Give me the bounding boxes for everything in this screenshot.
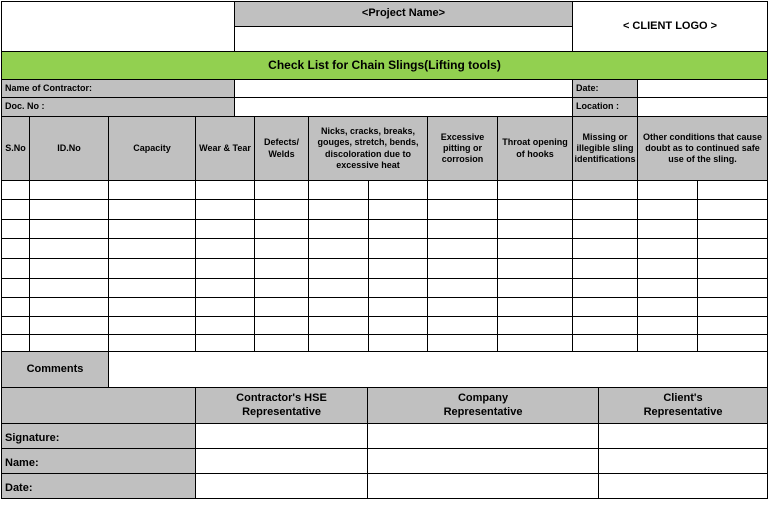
grid-cell[interactable] — [697, 316, 768, 335]
contractor-name-field[interactable] — [195, 448, 368, 474]
grid-cell[interactable] — [195, 297, 255, 317]
signoff-header-company: Company Representative — [367, 387, 599, 424]
grid-cell[interactable] — [697, 238, 768, 259]
grid-cell[interactable] — [1, 180, 30, 200]
grid-cell[interactable] — [308, 219, 369, 239]
grid-cell[interactable] — [368, 278, 428, 298]
col-header-capacity: Capacity — [108, 116, 196, 181]
grid-cell[interactable] — [572, 219, 638, 239]
grid-cell[interactable] — [637, 278, 698, 298]
grid-cell[interactable] — [29, 238, 109, 259]
grid-cell[interactable] — [254, 297, 309, 317]
blank-header-cell — [1, 1, 235, 52]
contractor-date-field[interactable] — [195, 473, 368, 499]
grid-cell[interactable] — [308, 258, 369, 279]
grid-cell[interactable] — [572, 199, 638, 220]
grid-cell[interactable] — [254, 316, 309, 335]
contractor-field[interactable] — [234, 79, 573, 98]
grid-cell[interactable] — [368, 297, 428, 317]
grid-cell[interactable] — [427, 316, 498, 335]
grid-cell[interactable] — [637, 219, 698, 239]
grid-cell[interactable] — [572, 297, 638, 317]
contractor-signature-field[interactable] — [195, 423, 368, 449]
grid-cell[interactable] — [637, 316, 698, 335]
grid-cell[interactable] — [308, 180, 369, 200]
col-header-wear: Wear & Tear — [195, 116, 255, 181]
client-logo: < CLIENT LOGO > — [572, 1, 768, 52]
signoff-header-client: Client's Representative — [598, 387, 768, 424]
signoff-header-contractor: Contractor's HSE Representative — [195, 387, 368, 424]
grid-cell[interactable] — [427, 219, 498, 239]
grid-cell[interactable] — [697, 219, 768, 239]
grid-cell[interactable] — [29, 199, 109, 220]
grid-cell[interactable] — [108, 199, 196, 220]
col-header-pitting: Excessive pitting or corrosion — [427, 116, 498, 181]
grid-cell[interactable] — [108, 316, 196, 335]
grid-cell[interactable] — [254, 238, 309, 259]
grid-cell[interactable] — [1, 238, 30, 259]
grid-cell[interactable] — [1, 219, 30, 239]
grid-cell[interactable] — [29, 297, 109, 317]
grid-cell[interactable] — [497, 278, 573, 298]
col-header-missing: Missing or illegible sling identifications — [572, 116, 638, 181]
grid-cell[interactable] — [497, 180, 573, 200]
comments-label: Comments — [1, 351, 109, 388]
grid-cell[interactable] — [427, 278, 498, 298]
grid-cell[interactable] — [572, 258, 638, 279]
company-name-field[interactable] — [367, 448, 599, 474]
date-label: Date: — [572, 79, 638, 98]
grid-cell[interactable] — [108, 278, 196, 298]
grid-cell[interactable] — [195, 199, 255, 220]
grid-cell[interactable] — [308, 316, 369, 335]
col-header-throat: Throat opening of hooks — [497, 116, 573, 181]
grid-cell[interactable] — [368, 258, 428, 279]
grid-cell[interactable] — [1, 316, 30, 335]
grid-cell[interactable] — [195, 219, 255, 239]
grid-cell[interactable] — [637, 297, 698, 317]
grid-cell[interactable] — [254, 219, 309, 239]
company-signature-field[interactable] — [367, 423, 599, 449]
grid-cell[interactable] — [195, 258, 255, 279]
grid-cell[interactable] — [195, 180, 255, 200]
signature-label: Signature: — [1, 423, 196, 449]
col-header-defects: Defects/ Welds — [254, 116, 309, 181]
location-label: Location : — [572, 97, 638, 117]
grid-cell[interactable] — [368, 180, 428, 200]
grid-cell[interactable] — [697, 199, 768, 220]
signoff-corner — [1, 387, 196, 424]
doc-no-field[interactable] — [234, 97, 573, 117]
grid-cell[interactable] — [427, 238, 498, 259]
grid-cell[interactable] — [29, 180, 109, 200]
grid-cell[interactable] — [697, 297, 768, 317]
grid-cell[interactable] — [1, 278, 30, 298]
grid-cell[interactable] — [368, 219, 428, 239]
comments-field[interactable] — [108, 351, 768, 388]
grid-cell[interactable] — [108, 238, 196, 259]
grid-cell[interactable] — [427, 199, 498, 220]
col-header-other: Other conditions that cause doubt as to continued safe use of the sling. — [637, 116, 768, 181]
location-field[interactable] — [637, 97, 768, 117]
grid-cell[interactable] — [572, 180, 638, 200]
name-label: Name: — [1, 448, 196, 474]
grid-cell[interactable] — [572, 316, 638, 335]
grid-cell[interactable] — [497, 199, 573, 220]
grid-cell[interactable] — [29, 219, 109, 239]
col-header-nicks: Nicks, cracks, breaks, gouges, stretch, bends, discoloration due to excessive heat — [308, 116, 428, 181]
grid-cell[interactable] — [497, 219, 573, 239]
date-signoff-label: Date: — [1, 473, 196, 499]
col-header-id: ID.No — [29, 116, 109, 181]
grid-cell[interactable] — [697, 180, 768, 200]
col-header-sno: S.No — [1, 116, 30, 181]
grid-cell[interactable] — [427, 297, 498, 317]
grid-cell[interactable] — [308, 199, 369, 220]
grid-cell[interactable] — [308, 238, 369, 259]
grid-cell[interactable] — [254, 199, 309, 220]
date-field[interactable] — [637, 79, 768, 98]
grid-cell[interactable] — [572, 238, 638, 259]
grid-cell[interactable] — [108, 297, 196, 317]
project-name: <Project Name> — [234, 1, 573, 27]
company-date-field[interactable] — [367, 473, 599, 499]
grid-cell[interactable] — [637, 258, 698, 279]
grid-cell[interactable] — [427, 180, 498, 200]
page-title: Check List for Chain Slings(Lifting tools) — [1, 51, 768, 80]
grid-cell[interactable] — [637, 199, 698, 220]
grid-cell[interactable] — [1, 297, 30, 317]
grid-cell[interactable] — [697, 278, 768, 298]
client-name-field[interactable] — [598, 448, 768, 474]
grid-cell[interactable] — [195, 278, 255, 298]
grid-cell[interactable] — [254, 258, 309, 279]
grid-cell[interactable] — [29, 278, 109, 298]
grid-cell[interactable] — [254, 180, 309, 200]
grid-cell[interactable] — [697, 258, 768, 279]
contractor-label: Name of Contractor: — [1, 79, 235, 98]
grid-cell[interactable] — [108, 258, 196, 279]
grid-cell[interactable] — [254, 278, 309, 298]
grid-cell[interactable] — [427, 258, 498, 279]
grid-cell[interactable] — [29, 316, 109, 335]
client-date-field[interactable] — [598, 473, 768, 499]
grid-cell[interactable] — [195, 316, 255, 335]
grid-cell[interactable] — [108, 219, 196, 239]
grid-cell[interactable] — [1, 258, 30, 279]
grid-cell[interactable] — [637, 180, 698, 200]
grid-cell[interactable] — [108, 180, 196, 200]
client-signature-field[interactable] — [598, 423, 768, 449]
grid-cell[interactable] — [637, 238, 698, 259]
grid-cell[interactable] — [497, 316, 573, 335]
grid-cell[interactable] — [368, 238, 428, 259]
grid-cell[interactable] — [572, 278, 638, 298]
grid-cell[interactable] — [308, 278, 369, 298]
project-name-field[interactable] — [234, 26, 573, 52]
grid-cell[interactable] — [497, 238, 573, 259]
grid-cell[interactable] — [368, 199, 428, 220]
grid-cell[interactable] — [308, 297, 369, 317]
grid-cell[interactable] — [29, 258, 109, 279]
grid-cell[interactable] — [368, 316, 428, 335]
grid-cell[interactable] — [497, 258, 573, 279]
grid-cell[interactable] — [195, 238, 255, 259]
grid-cell[interactable] — [497, 297, 573, 317]
grid-cell[interactable] — [1, 199, 30, 220]
doc-no-label: Doc. No : — [1, 97, 235, 117]
